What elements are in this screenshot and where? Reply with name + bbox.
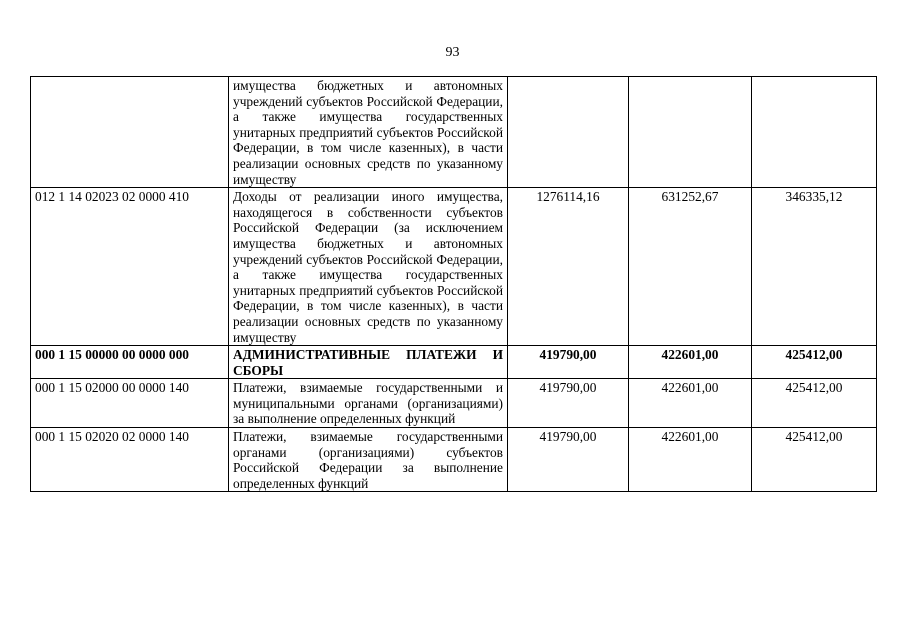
budget-table (30, 76, 877, 492)
row-value-1: 419790,00 (508, 346, 629, 379)
row-code: 000 1 15 02000 00 0000 140 (31, 379, 229, 428)
row-value-2: 422601,00 (629, 346, 752, 379)
row-code: 012 1 14 02023 02 0000 410 (31, 188, 229, 346)
row-value-3 (752, 77, 877, 188)
row-name: Платежи, взимаемые государственными органами (организациями) субъектов Российской Федерации за выполнение определенных функций (229, 428, 508, 492)
table-row-section-total (31, 346, 877, 379)
table-row (31, 188, 877, 346)
row-value-1: 419790,00 (508, 379, 629, 428)
row-value-3: 425412,00 (752, 346, 877, 379)
table-row (31, 77, 877, 188)
table-row (31, 428, 877, 492)
row-value-1: 1276114,16 (508, 188, 629, 346)
row-value-3: 346335,12 (752, 188, 877, 346)
table-row (31, 379, 877, 428)
row-value-1 (508, 77, 629, 188)
row-name: имущества бюджетных и автономных учреждений субъектов Российской Федерации, а также имущества государственных унитарных предприятий субъектов Российской Федерации, в том числе казенных), в части реализации основных средств по указанному имуществу (229, 77, 508, 188)
row-name: АДМИНИСТРАТИВНЫЕ ПЛАТЕЖИ И СБОРЫ (229, 346, 508, 379)
row-name: Платежи, взимаемые государственными и муниципальными органами (организациями) за выполнение определенных функций (229, 379, 508, 428)
row-value-2: 422601,00 (629, 379, 752, 428)
page-number: 93 (445, 45, 460, 60)
row-name: Доходы от реализации иного имущества, находящегося в собственности субъектов Российской Федерации (за исключением имущества бюджетных и автономных учреждений субъектов Российской Федерации, а также имущества государственных унитарных предприятий субъектов Российской Федерации, в том числе казенных), в части реализации основных средств по указанному имуществу (229, 188, 508, 346)
row-value-1: 419790,00 (508, 428, 629, 492)
row-value-2: 631252,67 (629, 188, 752, 346)
row-code (31, 77, 229, 188)
row-value-3: 425412,00 (752, 379, 877, 428)
row-value-2 (629, 77, 752, 188)
row-value-3: 425412,00 (752, 428, 877, 492)
row-code: 000 1 15 00000 00 0000 000 (31, 346, 229, 379)
row-code: 000 1 15 02020 02 0000 140 (31, 428, 229, 492)
row-value-2: 422601,00 (629, 428, 752, 492)
